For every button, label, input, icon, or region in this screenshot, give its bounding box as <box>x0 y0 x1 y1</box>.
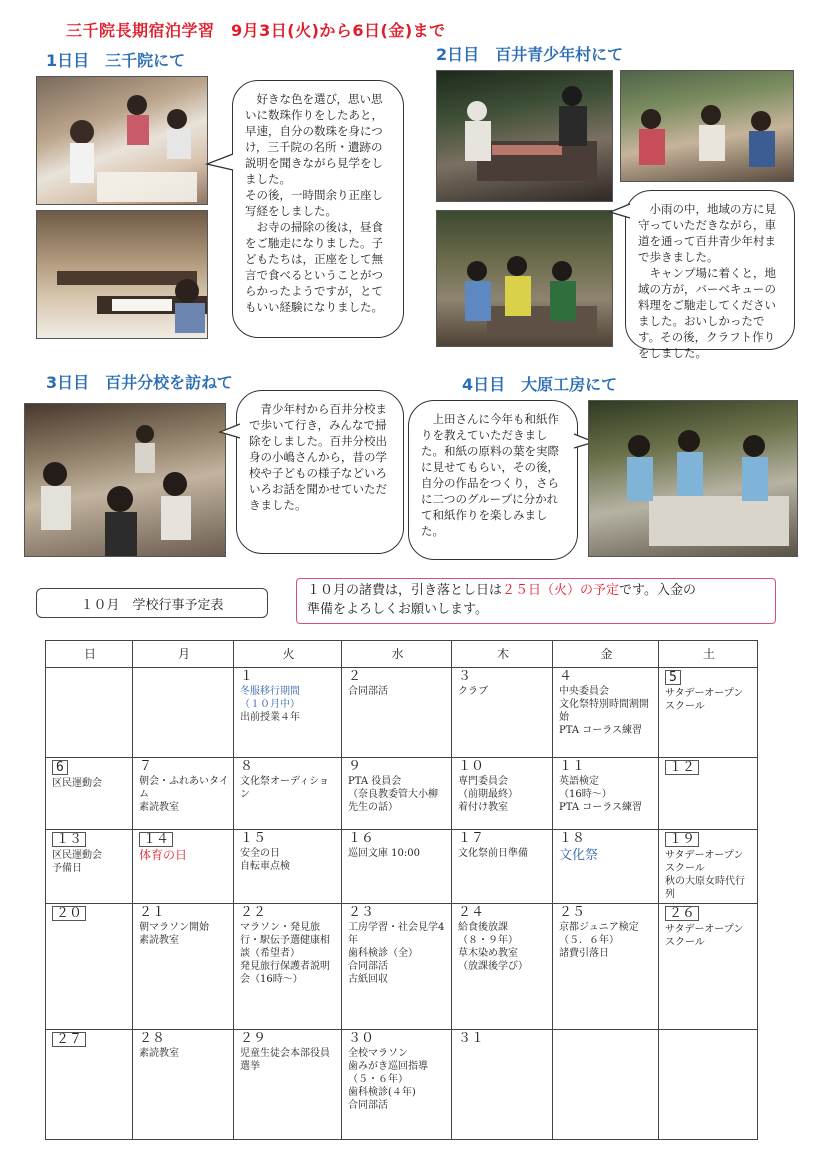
day-number: １ <box>240 669 254 684</box>
notice-date: ２５日（火）の予定 <box>502 583 620 598</box>
weekday-header-row <box>46 641 758 668</box>
day-number: ２０ <box>52 906 86 921</box>
day-event: 朝会・ふれあいタイム 素読教室 <box>139 776 229 813</box>
day1-photo-shakyo <box>36 210 208 339</box>
day1-bubble <box>232 80 404 338</box>
day4-bubble <box>408 400 578 560</box>
calendar-day-cell <box>452 830 553 904</box>
calendar-day-cell <box>659 904 758 1030</box>
day3-heading: 3日目 百井分校を訪ねて <box>46 373 233 392</box>
day-event: 出前授業４年 <box>240 712 300 723</box>
day-event: PTA 役員会 （奈良教委管大小柳先生の話） <box>348 776 438 813</box>
bubble-tail <box>205 150 235 174</box>
day-event: 全校マラソン 歯みがき巡回指導 （５・６年） 歯科検診(４年) 合同部活 <box>348 1048 428 1111</box>
photo-illustration <box>37 77 207 204</box>
calendar-week-row <box>46 668 758 758</box>
day-number: ３ <box>458 669 472 684</box>
bubble-tail <box>218 420 242 444</box>
day-event: クラブ <box>458 686 488 697</box>
day-event: サタデーオープンスクール <box>665 688 744 712</box>
photo-illustration <box>589 401 797 556</box>
bubble-tail <box>608 200 632 224</box>
day-event: サタデーオープンスクール 秋の大原女時代行列 <box>665 850 745 900</box>
day-number: ３０ <box>348 1031 375 1046</box>
day1-text: 好きな色を選び，思い思いに数珠作りをしたあと，早速，自分の数珠を身につけ，三千院の名所・遺跡の説明を聞きながら見学をしました。 その後，一時間余り正座し写経をしました。 お寺の掃除の後は，昼食をご馳走になりました。子どもたちは，正座をして無言で食べるということがつらかったようですが，とてもいい経験になりました。 <box>245 92 383 314</box>
calendar-day-cell <box>46 830 133 904</box>
event-calendar <box>45 640 758 1140</box>
day-event: 専門委員会 （前期最終） 着付け教室 <box>458 776 518 813</box>
day-number: １２ <box>665 760 699 775</box>
day-event: 文化祭前日準備 <box>458 848 528 859</box>
calendar-day-cell <box>342 758 452 830</box>
weekday-sat: 土 <box>659 641 758 668</box>
day-number: ７ <box>139 759 153 774</box>
day-event: 素読教室 <box>139 1048 179 1059</box>
photo-illustration <box>37 211 207 338</box>
weekday-tue: 火 <box>234 641 342 668</box>
photo-illustration <box>621 71 793 181</box>
calendar-week-row <box>46 1030 758 1140</box>
day-event: サタデーオープンスクール <box>665 924 744 948</box>
day2-photo-bbq <box>436 70 613 202</box>
day4-text: 上田さんに今年も和紙作りを教えていただきました。和紙の原料の葉を実際に見せてもらい，その後，自分の作品をつくり，さらに二つのグループに分かれて和紙作りを楽しみました。 <box>421 412 559 538</box>
day3-text: 青少年村から百井分校まで歩いて行き，みんなで掃除をしました。百井分校出身の小嶋さんから，昔の学校や子どもの様子などいろいろお話を聞かせていただきました。 <box>249 402 387 512</box>
notice-text-b: です。入金の <box>619 583 696 598</box>
calendar-day-cell <box>133 904 234 1030</box>
calendar-day-cell <box>659 758 758 830</box>
day-event: 文化祭 <box>559 848 599 863</box>
photo-illustration <box>437 211 612 346</box>
day-number: １５ <box>240 831 267 846</box>
day-event: 体育の日 <box>139 848 188 862</box>
calendar-day-cell <box>234 904 342 1030</box>
day-number: ２６ <box>665 906 699 921</box>
calendar-week-row <box>46 830 758 904</box>
day-number: ２５ <box>559 905 586 920</box>
notice-text-c: 準備をよろしくお願いします。 <box>307 602 488 617</box>
weekday-fri: 金 <box>553 641 659 668</box>
page-title: 三千院長期宿泊学習 9月3日(火)から6日(金)まで <box>66 21 446 40</box>
calendar-day-cell <box>553 1030 659 1140</box>
calendar-day-cell <box>46 1030 133 1140</box>
calendar-day-cell <box>133 830 234 904</box>
photo-illustration <box>25 404 225 556</box>
day-number: １０ <box>458 759 485 774</box>
calendar-day-cell <box>452 668 553 758</box>
day2-heading: 2日目 百井青少年村にて <box>436 45 624 64</box>
day1-photo-juzu <box>36 76 208 205</box>
calendar-day-cell <box>342 668 452 758</box>
day-event: 区民運動会 <box>52 778 102 789</box>
day-event: 文化祭オーディション <box>240 776 329 800</box>
day3-photo-classroom <box>24 403 226 557</box>
day-event: 安全の日 自転車点検 <box>240 848 290 872</box>
day4-photo-washi <box>588 400 798 557</box>
day-number: ２３ <box>348 905 375 920</box>
schedule-title: １０月 学校行事予定表 <box>36 588 268 618</box>
day1-heading: 1日目 三千院にて <box>46 51 186 70</box>
calendar-day-cell <box>553 830 659 904</box>
day-number: １６ <box>348 831 375 846</box>
calendar-day-cell <box>234 758 342 830</box>
day2-bubble <box>625 190 795 360</box>
day-event: 英語検定 （16時～） PTA コーラス練習 <box>559 776 642 813</box>
calendar-day-cell <box>46 758 133 830</box>
photo-illustration <box>437 71 612 201</box>
day-number: ８ <box>240 759 254 774</box>
day-number: ９ <box>348 759 362 774</box>
day4-heading: 4日目 大原工房にて <box>462 375 618 394</box>
weekday-thu: 木 <box>452 641 553 668</box>
day-number: １３ <box>52 832 86 847</box>
day2-text: 小雨の中，地域の方に見守っていただきながら，車道を通って百井青少年村まで歩きました。 キャンプ場に着くと，地域の方が，バーベキューの料理をご馳走してくださいました。おいしかったです。その後，クラフト作りをしました。 <box>638 202 776 360</box>
day-event: 区民運動会 予備日 <box>52 850 102 874</box>
calendar-day-cell <box>342 1030 452 1140</box>
weekday-mon: 月 <box>133 641 234 668</box>
day-number: ２２ <box>240 905 267 920</box>
day-number: １７ <box>458 831 485 846</box>
calendar-day-cell <box>452 904 553 1030</box>
day-number: ２１ <box>139 905 166 920</box>
day-number: １８ <box>559 831 586 846</box>
day-number: １１ <box>559 759 586 774</box>
day-event: 給食後放課 （８・９年） 草木染め教室 （放課後学び） <box>458 922 528 972</box>
day-event: 朝マラソン開始 素読教室 <box>139 922 209 946</box>
calendar-day-cell <box>133 758 234 830</box>
notice-text-a: １０月の諸費は，引き落とし日は <box>307 583 503 598</box>
day-number: ４ <box>559 669 573 684</box>
calendar-day-cell <box>234 1030 342 1140</box>
day2-photo-lunch <box>620 70 794 182</box>
calendar-day-cell <box>234 668 342 758</box>
weekday-sun: 日 <box>46 641 133 668</box>
day-event: 京都ジュニア検定 （５．６年） 諸費引落日 <box>559 922 639 959</box>
day3-bubble <box>236 390 404 554</box>
calendar-day-cell <box>553 668 659 758</box>
calendar-day-cell <box>46 904 133 1030</box>
day-number: ３１ <box>458 1031 485 1046</box>
calendar-day-cell <box>553 758 659 830</box>
day-number: ２４ <box>458 905 485 920</box>
calendar-day-cell <box>659 830 758 904</box>
day-event: 工房学習・社会見学4年 歯科検診（全） 合同部活 古紙回収 <box>348 922 445 985</box>
day-event: マラソン・発見旅行・駅伝予選健康相談（希望者） 発見旅行保護者説明会（16時～） <box>240 922 330 985</box>
day-number: ２８ <box>139 1031 166 1046</box>
day-event: 冬服移行期間 （１０月中） <box>240 686 300 710</box>
day2-photo-kids <box>436 210 613 347</box>
calendar-day-cell <box>133 1030 234 1140</box>
calendar-day-cell <box>553 904 659 1030</box>
day-event: 児童生徒会本部役員選挙 <box>240 1048 330 1072</box>
day-number: １９ <box>665 832 699 847</box>
fee-notice <box>296 578 776 624</box>
calendar-day-cell <box>46 668 133 758</box>
day-number: 6 <box>52 760 68 775</box>
calendar-day-cell <box>234 830 342 904</box>
day-number: 5 <box>665 670 681 685</box>
calendar-week-row <box>46 904 758 1030</box>
calendar-day-cell <box>342 830 452 904</box>
calendar-day-cell <box>452 758 553 830</box>
calendar-day-cell <box>452 1030 553 1140</box>
day-number: ２ <box>348 669 362 684</box>
weekday-wed: 水 <box>342 641 452 668</box>
day-event: 中央委員会 文化祭特別時間割開始 PTA コーラス練習 <box>559 686 649 736</box>
day-number: ２９ <box>240 1031 267 1046</box>
day-event: 巡回文庫 10:00 <box>348 848 420 859</box>
day-number: １４ <box>139 832 173 847</box>
calendar-week-row <box>46 758 758 830</box>
calendar-day-cell <box>342 904 452 1030</box>
day-number: ２７ <box>52 1032 86 1047</box>
calendar-day-cell <box>659 668 758 758</box>
calendar-day-cell <box>659 1030 758 1140</box>
day-event: 合同部活 <box>348 686 388 697</box>
calendar-day-cell <box>133 668 234 758</box>
